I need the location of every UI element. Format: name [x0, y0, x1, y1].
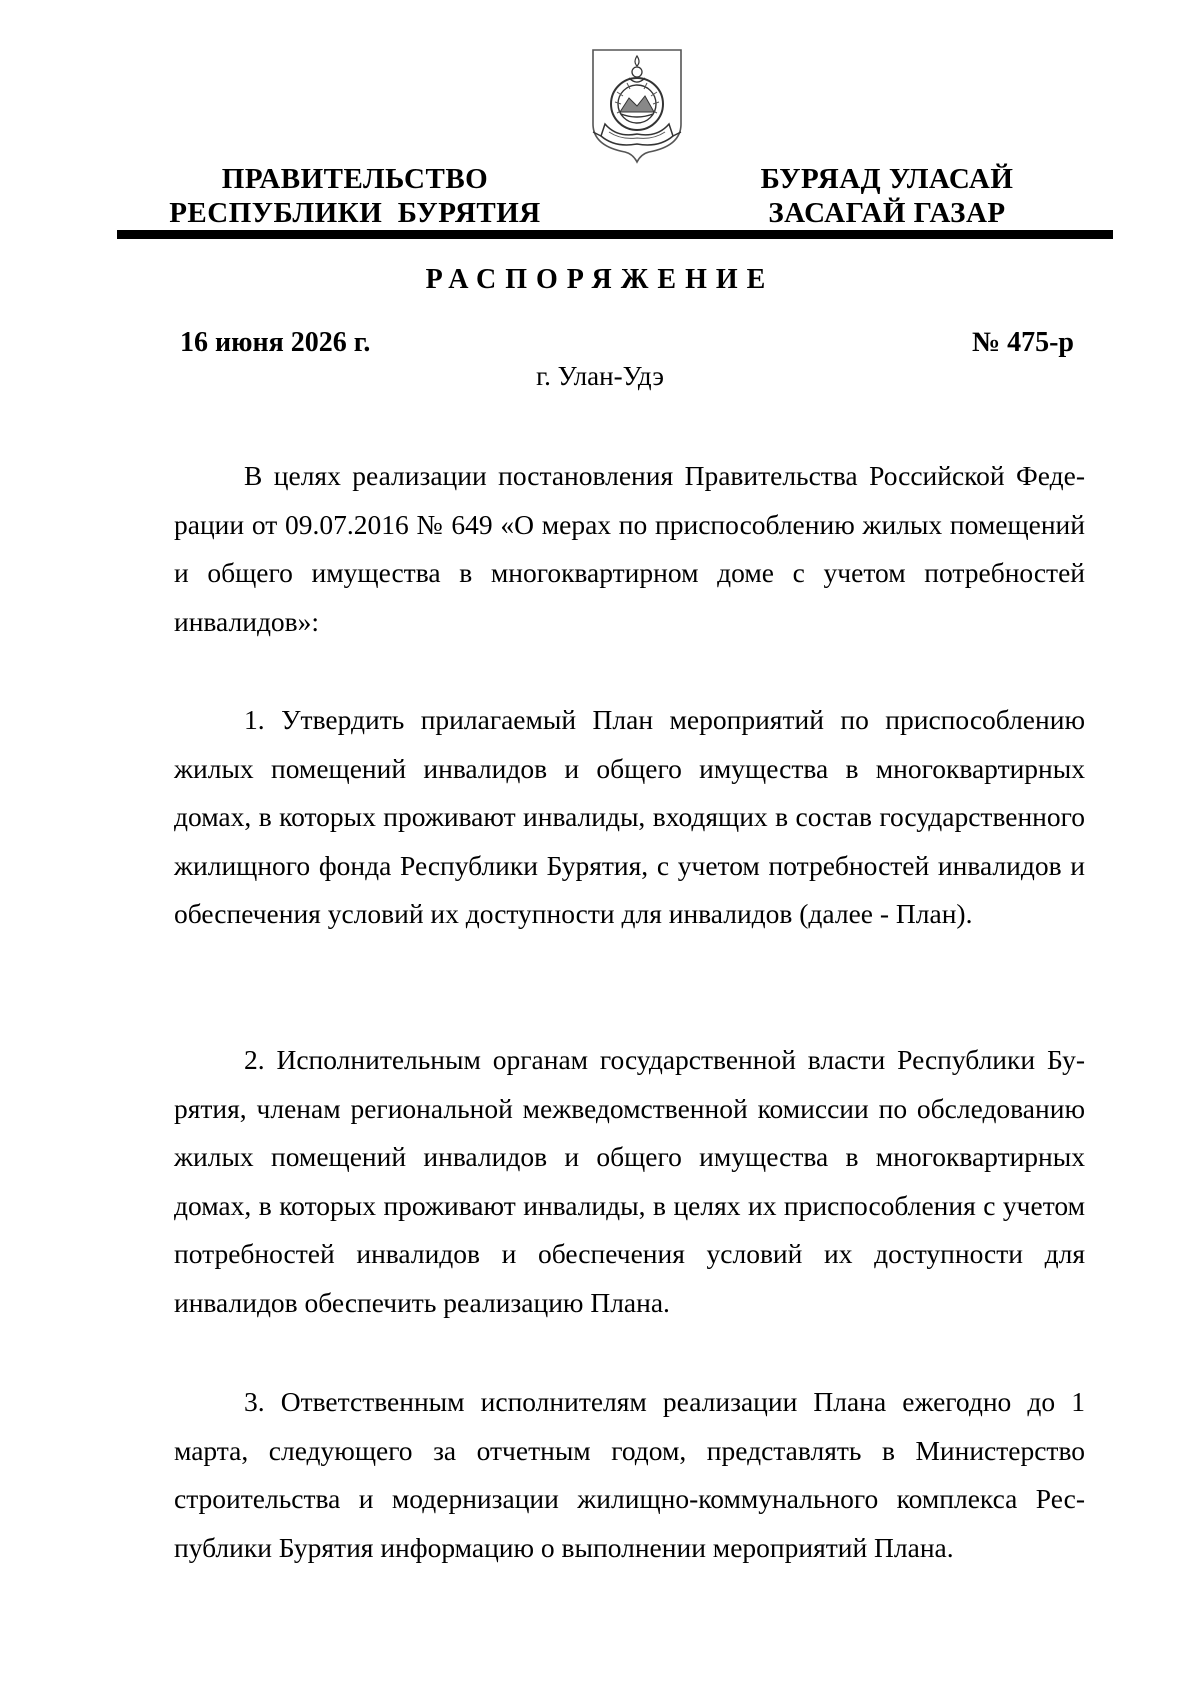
- document-date: 16 июня 2026 г.: [180, 327, 371, 358]
- government-name-russian: [165, 162, 545, 230]
- item-2-section: [174, 1036, 1085, 1327]
- government-name-line2: РЕСПУБЛИКИ БУРЯТИЯ: [169, 197, 541, 229]
- document-type-title: РАСПОРЯЖЕНИЕ: [425, 264, 775, 295]
- document-city: г. Улан-Удэ: [536, 361, 664, 391]
- document-number: № 475-р: [971, 327, 1074, 358]
- government-name-buryat-line1: БУРЯАД УЛАСАЙ: [760, 163, 1014, 195]
- government-name-line1: ПРАВИТЕЛЬСТВО: [221, 163, 489, 195]
- coat-of-arms-emblem: [587, 46, 687, 166]
- item-1-paragraph: 1. Утвердить прилагаемый План мероприятий по приспособлению жилых помещений инвалидов и общего имущества в многоквартирных домах, в которых проживают инвалиды, входящих в состав государственного жилищного фонда Республики Бурятия, с учетом потребностей инвалидов и обеспечения условий их доступности для инвалидов (далее - План).: [174, 704, 1085, 929]
- item-3-section: [174, 1378, 1085, 1572]
- preamble-section: [174, 452, 1085, 646]
- item-2-paragraph: 2. Исполнительным органам государственной власти Республики Бурятия, членам региональной межведомственной комиссии по обследованию жилых помещений инвалидов и общего имущества в многоквартирных домах, в которых проживают инвалиды, в целях их приспособления с учетом потребностей инвалидов и обеспечения условий их доступности для инвалидов обеспечить реализацию Плана.: [174, 1044, 1085, 1318]
- header-divider: [117, 230, 1113, 239]
- preamble-paragraph: В целях реализации постановления Правительства Российской Федерации от 09.07.2016 № 649 «О мерах по приспособлению жилых помещений и общего имущества в многоквартирном доме с учетом потребностей инвалидов»:: [174, 460, 1085, 637]
- item-3-paragraph: 3. Ответственным исполнителям реализации Плана ежегодно до 1 марта, следующего за отчетным годом, представлять в Министерство строительства и модернизации жилищно-коммунального комплекса Республики Бурятия информацию о выполнении мероприятий Плана.: [174, 1386, 1085, 1563]
- government-name-buryat: [738, 162, 1036, 230]
- item-1-section: [174, 696, 1085, 939]
- government-name-buryat-line2: ЗАСАГАЙ ГАЗАР: [768, 197, 1006, 229]
